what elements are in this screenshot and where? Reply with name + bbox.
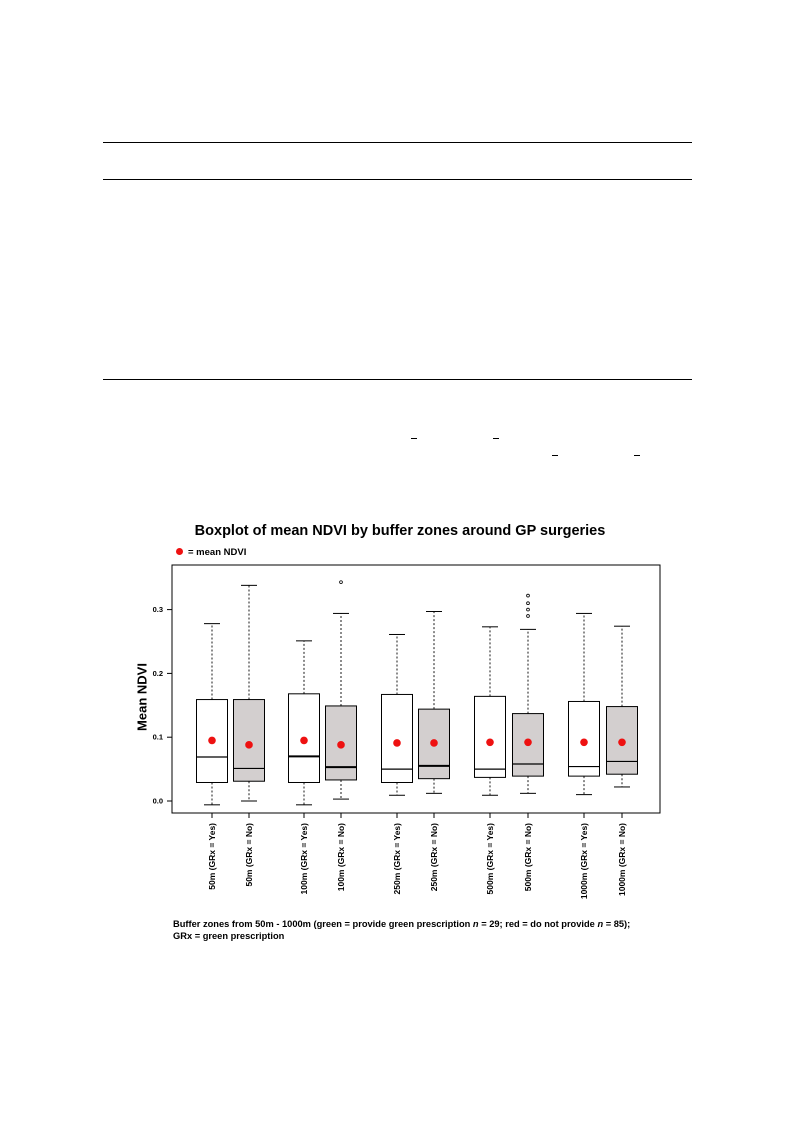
legend-label: = mean NDVI [188,547,247,558]
y-tick-label: 0.2 [152,668,163,678]
y-tick-label: 0.1 [152,732,163,742]
mean-marker [245,741,253,749]
y-axis-label: Mean NDVI [134,663,150,731]
mean-marker [337,741,345,749]
x-tick-label: 1000m (GRx = Yes) [579,823,589,900]
x-tick-label: 100m (GRx = Yes) [299,823,309,895]
caption-text: = 85); [603,919,631,929]
mean-marker [393,739,401,747]
chart-title: Boxplot of mean NDVI by buffer zones around GP surgeries [194,523,606,539]
x-tick-label: 50m (GRx = Yes) [207,823,217,890]
caption-text: Buffer zones from 50m - 1000m (green = provide green prescription [173,919,473,929]
y-tick-label: 0.3 [152,605,163,615]
mean-marker [208,737,216,745]
mean-marker [524,739,532,747]
outlier-point [527,608,530,611]
x-tick-label: 250m (GRx = No) [429,823,439,892]
box-iqr [475,696,506,777]
mean-marker [486,739,494,747]
x-tick-label: 100m (GRx = No) [336,823,346,892]
outlier-point [340,581,343,584]
x-tick-label: 500m (GRx = Yes) [485,823,495,895]
x-tick-label: 1000m (GRx = No) [617,823,627,896]
outlier-point [527,615,530,618]
x-tick-label: 500m (GRx = No) [523,823,533,892]
outlier-point [527,602,530,605]
x-tick-label: 50m (GRx = No) [244,823,254,887]
caption-text: GRx = green prescription [173,931,285,941]
x-tick-label: 250m (GRx = Yes) [392,823,402,895]
mean-marker [618,739,626,747]
caption-n-symbol: n [472,919,479,929]
chart-caption [173,918,693,942]
mean-marker [580,739,588,747]
mean-marker [430,739,438,747]
caption-text: = 29; red = do not provide [478,919,598,929]
mean-marker [300,737,308,745]
outlier-point [527,594,530,597]
y-tick-label: 0.0 [152,796,163,806]
caption-n-symbol: n [597,919,604,929]
